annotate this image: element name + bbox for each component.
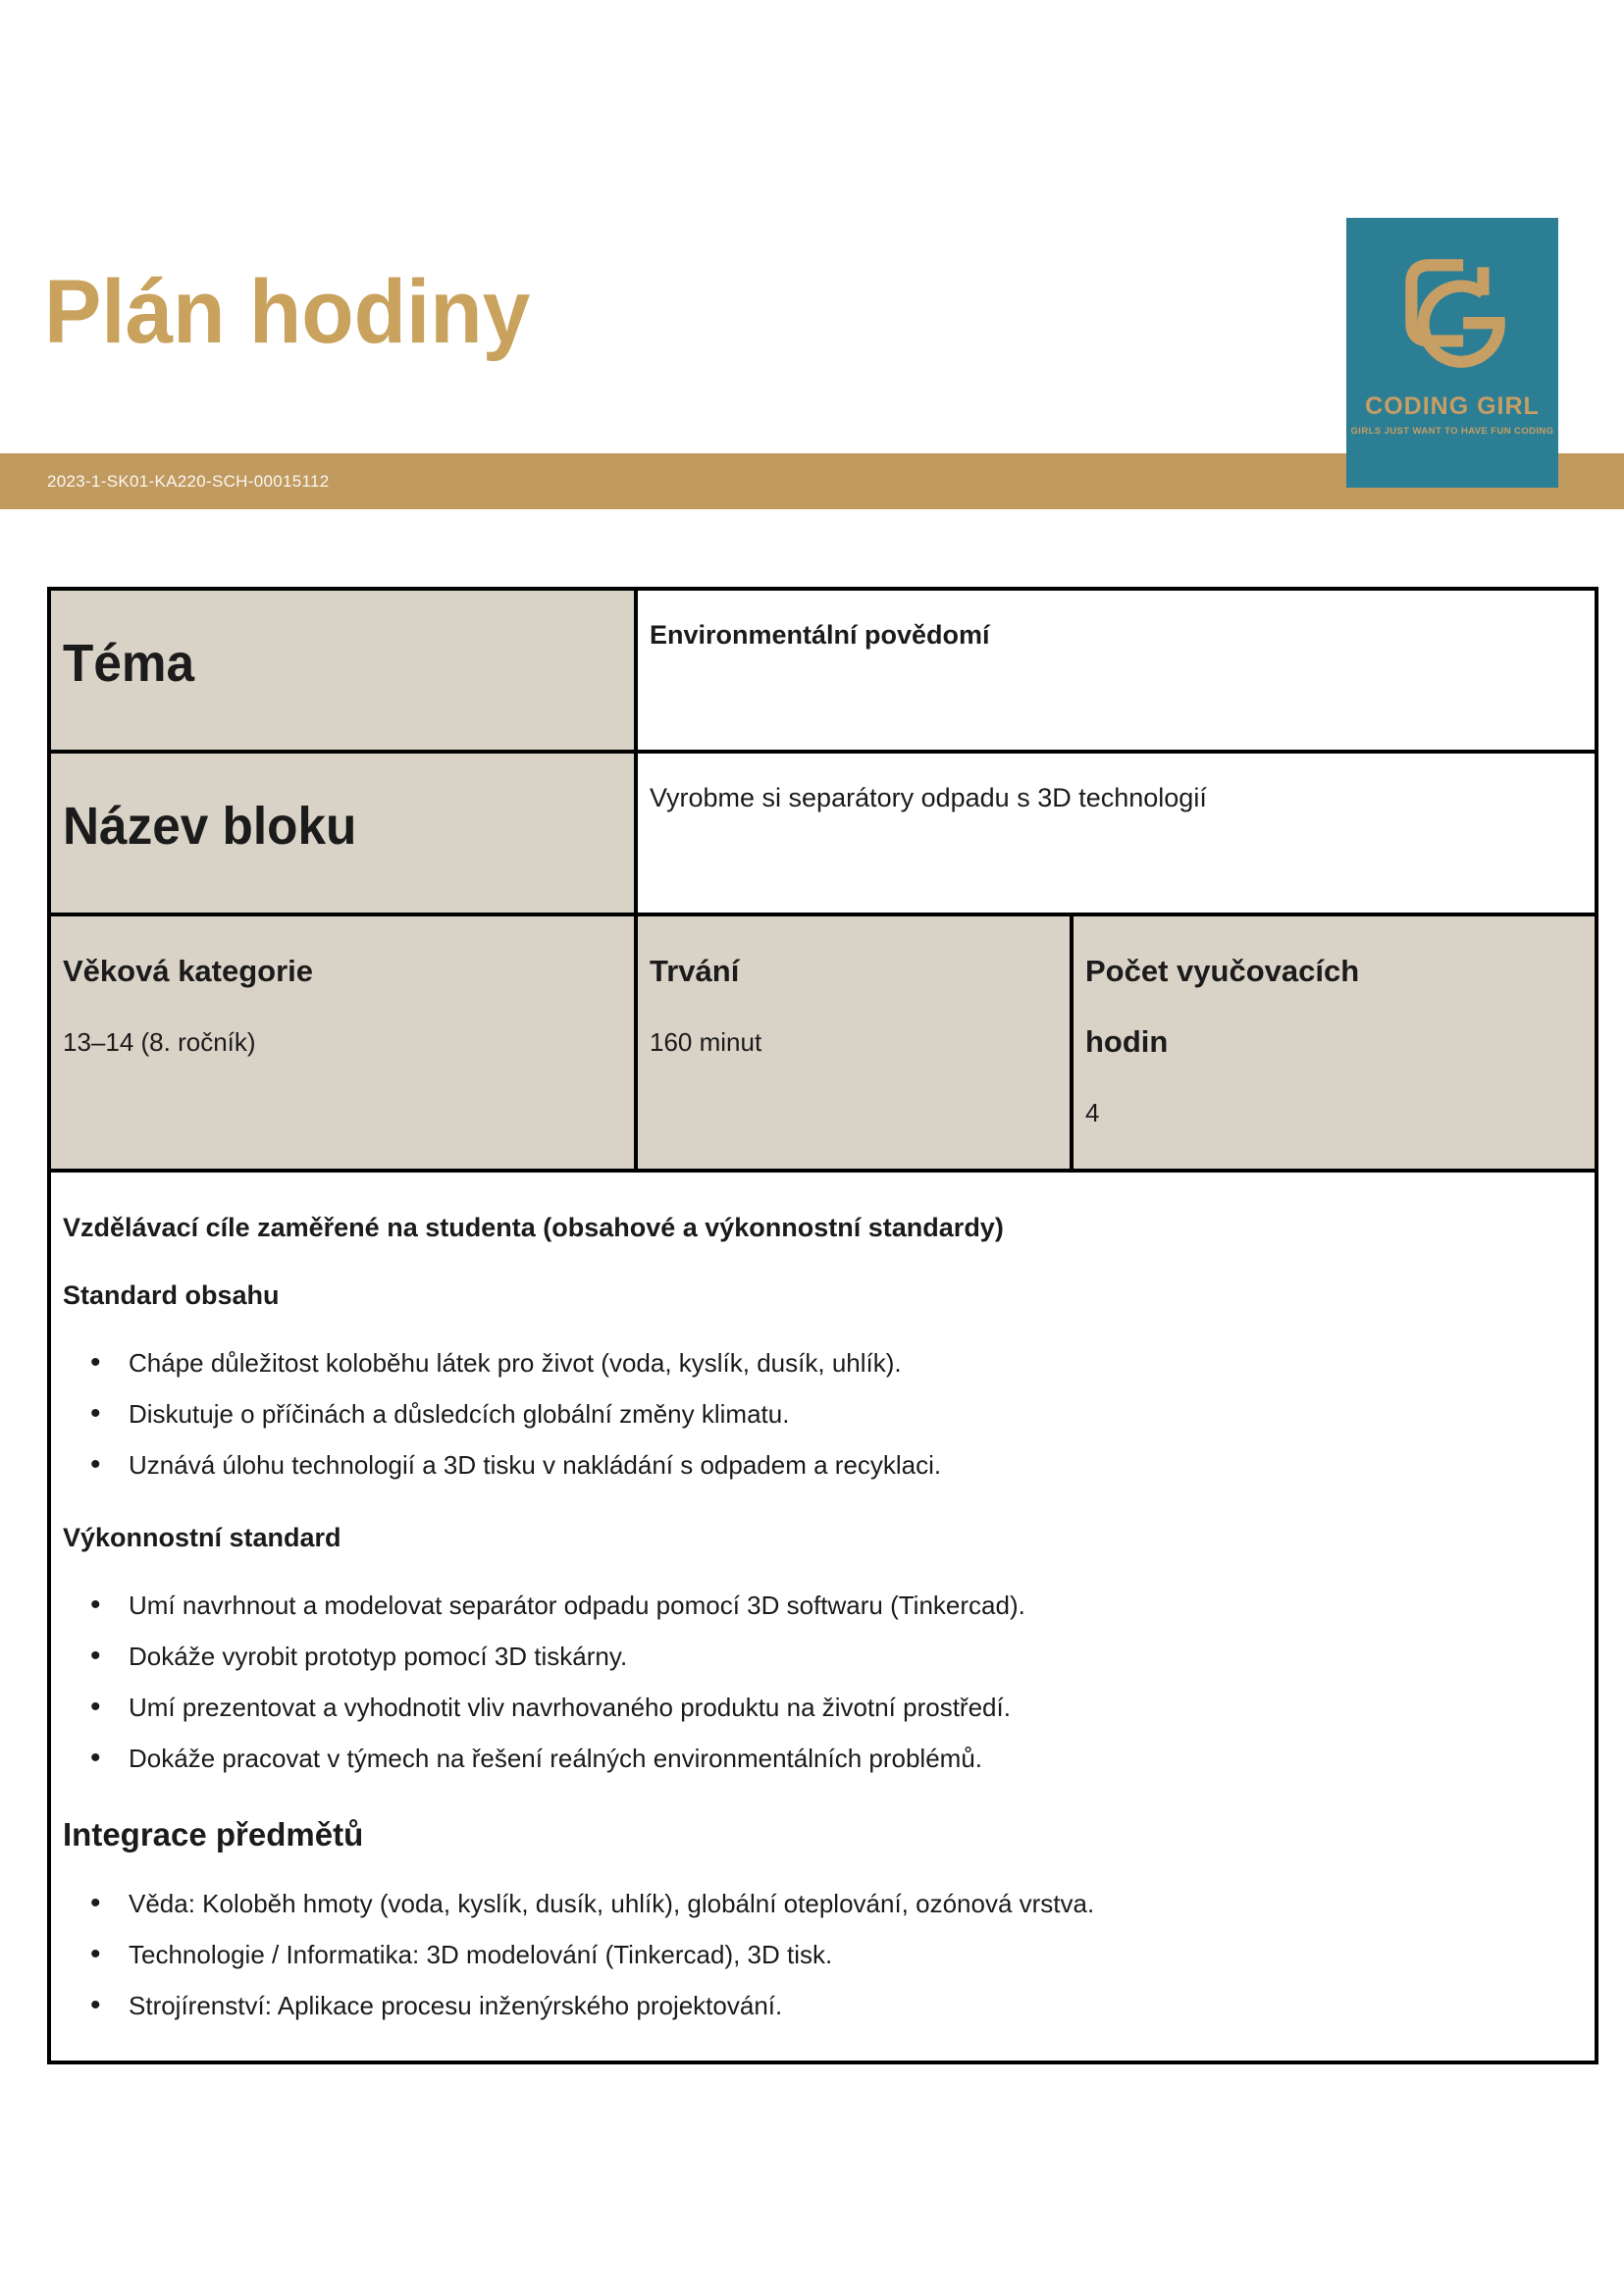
lesson-plan-table <box>47 587 1598 2064</box>
trvani-label: Trvání <box>650 954 740 988</box>
performance-standard-heading: Výkonnostní standard <box>63 1523 341 1552</box>
tema-value: Environmentální povědomí <box>650 620 990 650</box>
content-standard-list <box>63 1345 1569 1483</box>
nazev-bloku-value-cell <box>636 752 1597 914</box>
nazev-bloku-label-cell <box>49 752 636 914</box>
logo-name: CODING GIRL <box>1365 392 1540 420</box>
nazev-bloku-value: Vyrobme si separátory odpadu s 3D technologií <box>650 783 1207 812</box>
project-code: 2023-1-SK01-KA220-SCH-00015112 <box>47 472 330 491</box>
logo-tagline: GIRLS JUST WANT TO HAVE FUN CODING <box>1350 426 1554 437</box>
list-item: • Chápe důležitost koloběhu látek pro život (voda, kyslík, dusík, uhlík). <box>63 1345 1569 1381</box>
trvani-value: 160 minut <box>650 1027 762 1057</box>
list-item: • Dokáže vyrobit prototyp pomocí 3D tiskárny. <box>63 1639 1569 1674</box>
coding-girl-monogram-icon <box>1397 251 1507 379</box>
pocet-hodin-label: Počet vyučovacích hodin <box>1085 954 1360 1059</box>
integration-heading: Integrace předmětů <box>63 1816 364 1852</box>
list-item: • Diskutuje o příčinách a důsledcích globální změny klimatu. <box>63 1396 1569 1432</box>
table-row-goals <box>49 1171 1597 2062</box>
list-item: • Věda: Koloběh hmoty (voda, kyslík, dusík, uhlík), globální oteplování, ozónová vrstva. <box>63 1886 1569 1921</box>
content-standard-heading: Standard obsahu <box>63 1280 280 1310</box>
goals-cell <box>49 1171 1597 2062</box>
vekova-kategorie-cell <box>49 914 636 1171</box>
nazev-bloku-label: Název bloku <box>63 797 357 856</box>
integration-list <box>63 1886 1569 2023</box>
performance-standard-list <box>63 1588 1569 1776</box>
table-row-info <box>49 914 1597 1171</box>
vekova-kategorie-value: 13–14 (8. ročník) <box>63 1027 256 1057</box>
list-item: • Strojírenství: Aplikace procesu inženýrského projektování. <box>63 1988 1569 2023</box>
tema-label: Téma <box>63 634 195 693</box>
list-item: • Umí prezentovat a vyhodnotit vliv navrhovaného produktu na životní prostředí. <box>63 1690 1569 1725</box>
goals-main-heading: Vzdělávací cíle zaměřené na studenta (obsahové a výkonnostní standardy) <box>63 1213 1004 1242</box>
page-title: Plán hodiny <box>44 262 531 362</box>
pocet-hodin-value: 4 <box>1085 1098 1100 1127</box>
coding-girl-logo <box>1346 218 1558 488</box>
list-item: • Technologie / Informatika: 3D modelování (Tinkercad), 3D tisk. <box>63 1937 1569 1972</box>
trvani-cell <box>636 914 1072 1171</box>
tema-label-cell <box>49 589 636 752</box>
list-item: • Dokáže pracovat v týmech na řešení reálných environmentálních problémů. <box>63 1741 1569 1776</box>
pocet-hodin-cell <box>1072 914 1597 1171</box>
list-item: • Uznává úlohu technologií a 3D tisku v nakládání s odpadem a recyklaci. <box>63 1447 1569 1483</box>
list-item: • Umí navrhnout a modelovat separátor odpadu pomocí 3D softwaru (Tinkercad). <box>63 1588 1569 1623</box>
tema-value-cell <box>636 589 1597 752</box>
table-row-nazev-bloku <box>49 752 1597 914</box>
vekova-kategorie-label: Věková kategorie <box>63 954 314 988</box>
table-row-tema <box>49 589 1597 752</box>
